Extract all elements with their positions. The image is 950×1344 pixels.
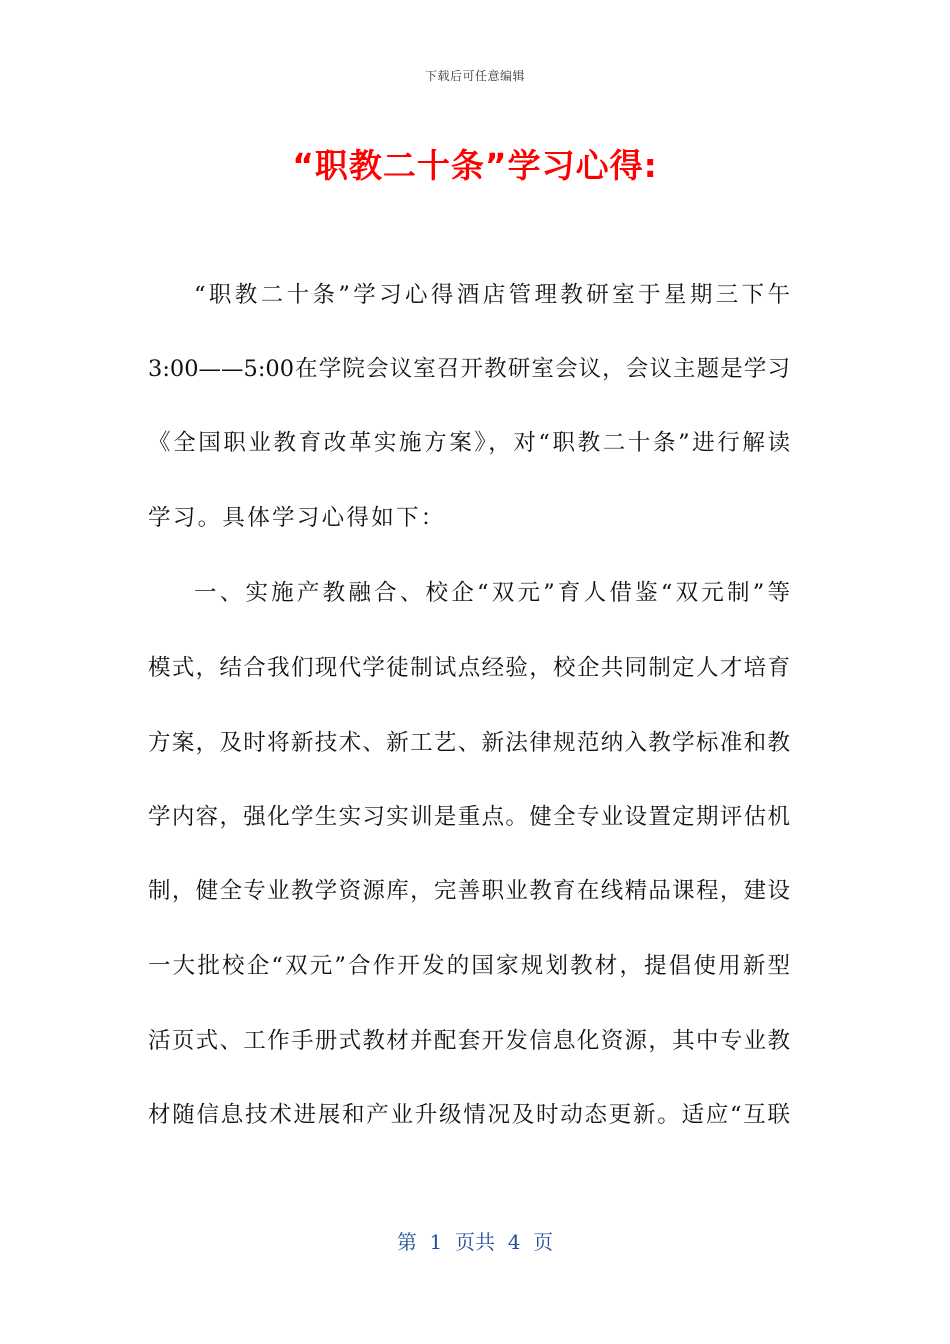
body-line: 3:00——5:00在学院会议室召开教研室会议，会议主题是学习: [148, 356, 790, 382]
body-line: 活页式、工作手册式教材并配套开发信息化资源，其中专业教: [148, 1028, 790, 1054]
body-line: 材随信息技术进展和产业升级情况及时动态更新。适应“互联: [148, 1102, 790, 1128]
document-title: “职教二十条”学习心得:: [292, 146, 658, 185]
body-line: 方案，及时将新技术、新工艺、新法律规范纳入教学标准和教: [148, 730, 790, 756]
body-line: 《全国职业教育改革实施方案》，对“职教二十条”进行解读: [148, 430, 790, 456]
body-line: “职教二十条”学习心得酒店管理教研室于星期三下午: [194, 282, 790, 308]
header-note: 下载后可任意编辑: [424, 69, 525, 83]
body-line: 学内容，强化学生实习实训是重点。健全专业设置定期评估机: [148, 804, 790, 830]
body-line: 模式，结合我们现代学徒制试点经验，校企共同制定人才培育: [148, 655, 790, 681]
page-number-footer: 第 1 页共 4 页: [396, 1230, 554, 1254]
body-line: 一、实施产教融合、校企“双元”育人借鉴“双元制”等: [194, 580, 790, 606]
body-line: 学习。具体学习心得如下：: [148, 505, 446, 531]
body-line: 制，健全专业教学资源库，完善职业教育在线精品课程，建设: [148, 878, 790, 904]
body-line: 一大批校企“双元”合作开发的国家规划教材，提倡使用新型: [148, 953, 790, 979]
